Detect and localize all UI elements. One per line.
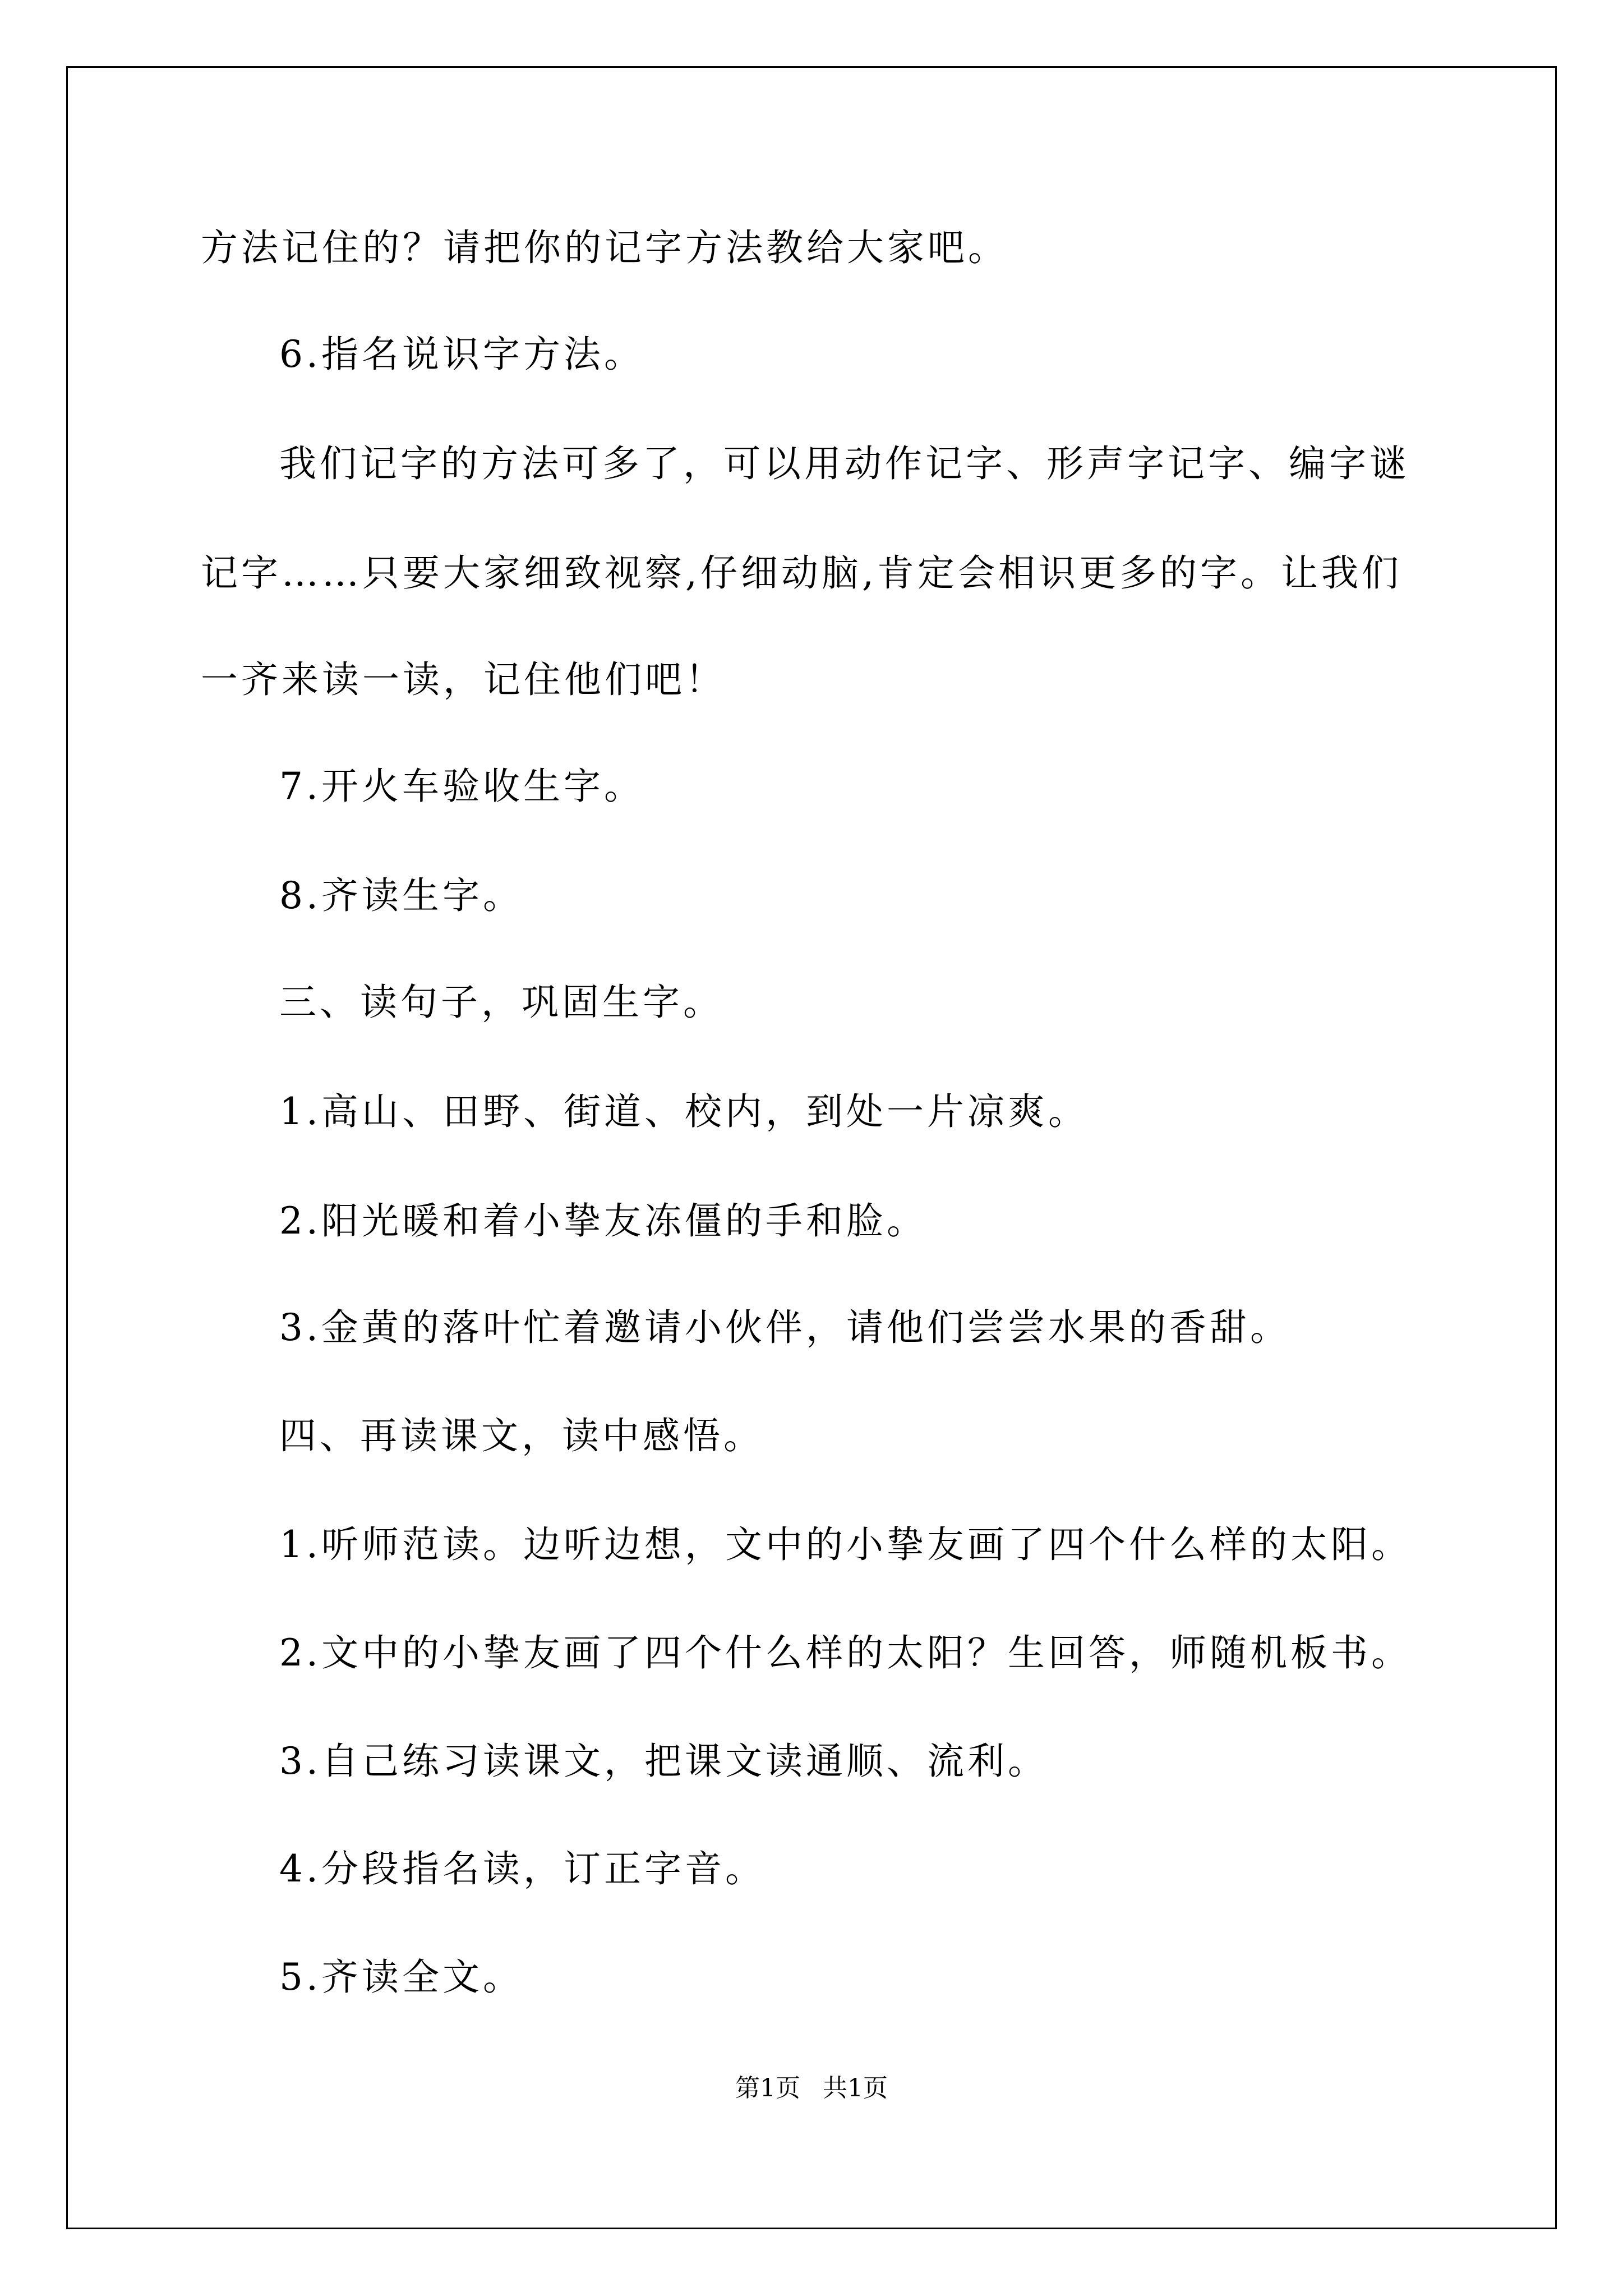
text-line: 三、读句子，巩固生字。 <box>279 981 723 1024</box>
text-line: 1.听师范读。边听边想，文中的小挚友画了四个什么样的太阳。 <box>279 1523 1412 1566</box>
text-line: 5.齐读全文。 <box>279 1955 523 1999</box>
text-line: 四、再读课文，读中感悟。 <box>279 1414 764 1457</box>
text-line: 4.分段指名读，订正字音。 <box>279 1847 766 1890</box>
text-line: 8.齐读生字。 <box>279 874 523 917</box>
text-line: 一齐来读一读，记住他们吧！ <box>201 658 726 701</box>
text-line: 3.自己练习读课文，把课文读通顺、流利。 <box>279 1740 1048 1783</box>
text-line: 2.阳光暖和着小挚友冻僵的手和脸。 <box>279 1199 927 1243</box>
text-line: 1.高山、田野、街道、校内，到处一片凉爽。 <box>279 1090 1089 1133</box>
page-footer <box>0 2072 1623 2105</box>
page-number-total: 共1页 <box>823 2074 888 2102</box>
text-line: 记字……只要大家细致视察,仔细动脑,肯定会相识更多的字。让我们 <box>201 551 1402 595</box>
text-line: 3.金黄的落叶忙着邀请小伙伴，请他们尝尝水果的香甜。 <box>279 1306 1290 1349</box>
text-line: 2.文中的小挚友画了四个什么样的太阳？生回答，师随机板书。 <box>279 1631 1412 1674</box>
text-line: 方法记住的？请把你的记字方法教给大家吧。 <box>201 226 1008 269</box>
page-number-current: 第1页 <box>735 2074 800 2102</box>
text-line: 7.开火车验收生字。 <box>279 765 644 808</box>
page-border <box>66 66 1557 2229</box>
text-line: 我们记字的方法可多了，可以用动作记字、形声字记字、编字谜 <box>279 442 1410 485</box>
text-line: 6.指名说识字方法。 <box>279 333 644 376</box>
